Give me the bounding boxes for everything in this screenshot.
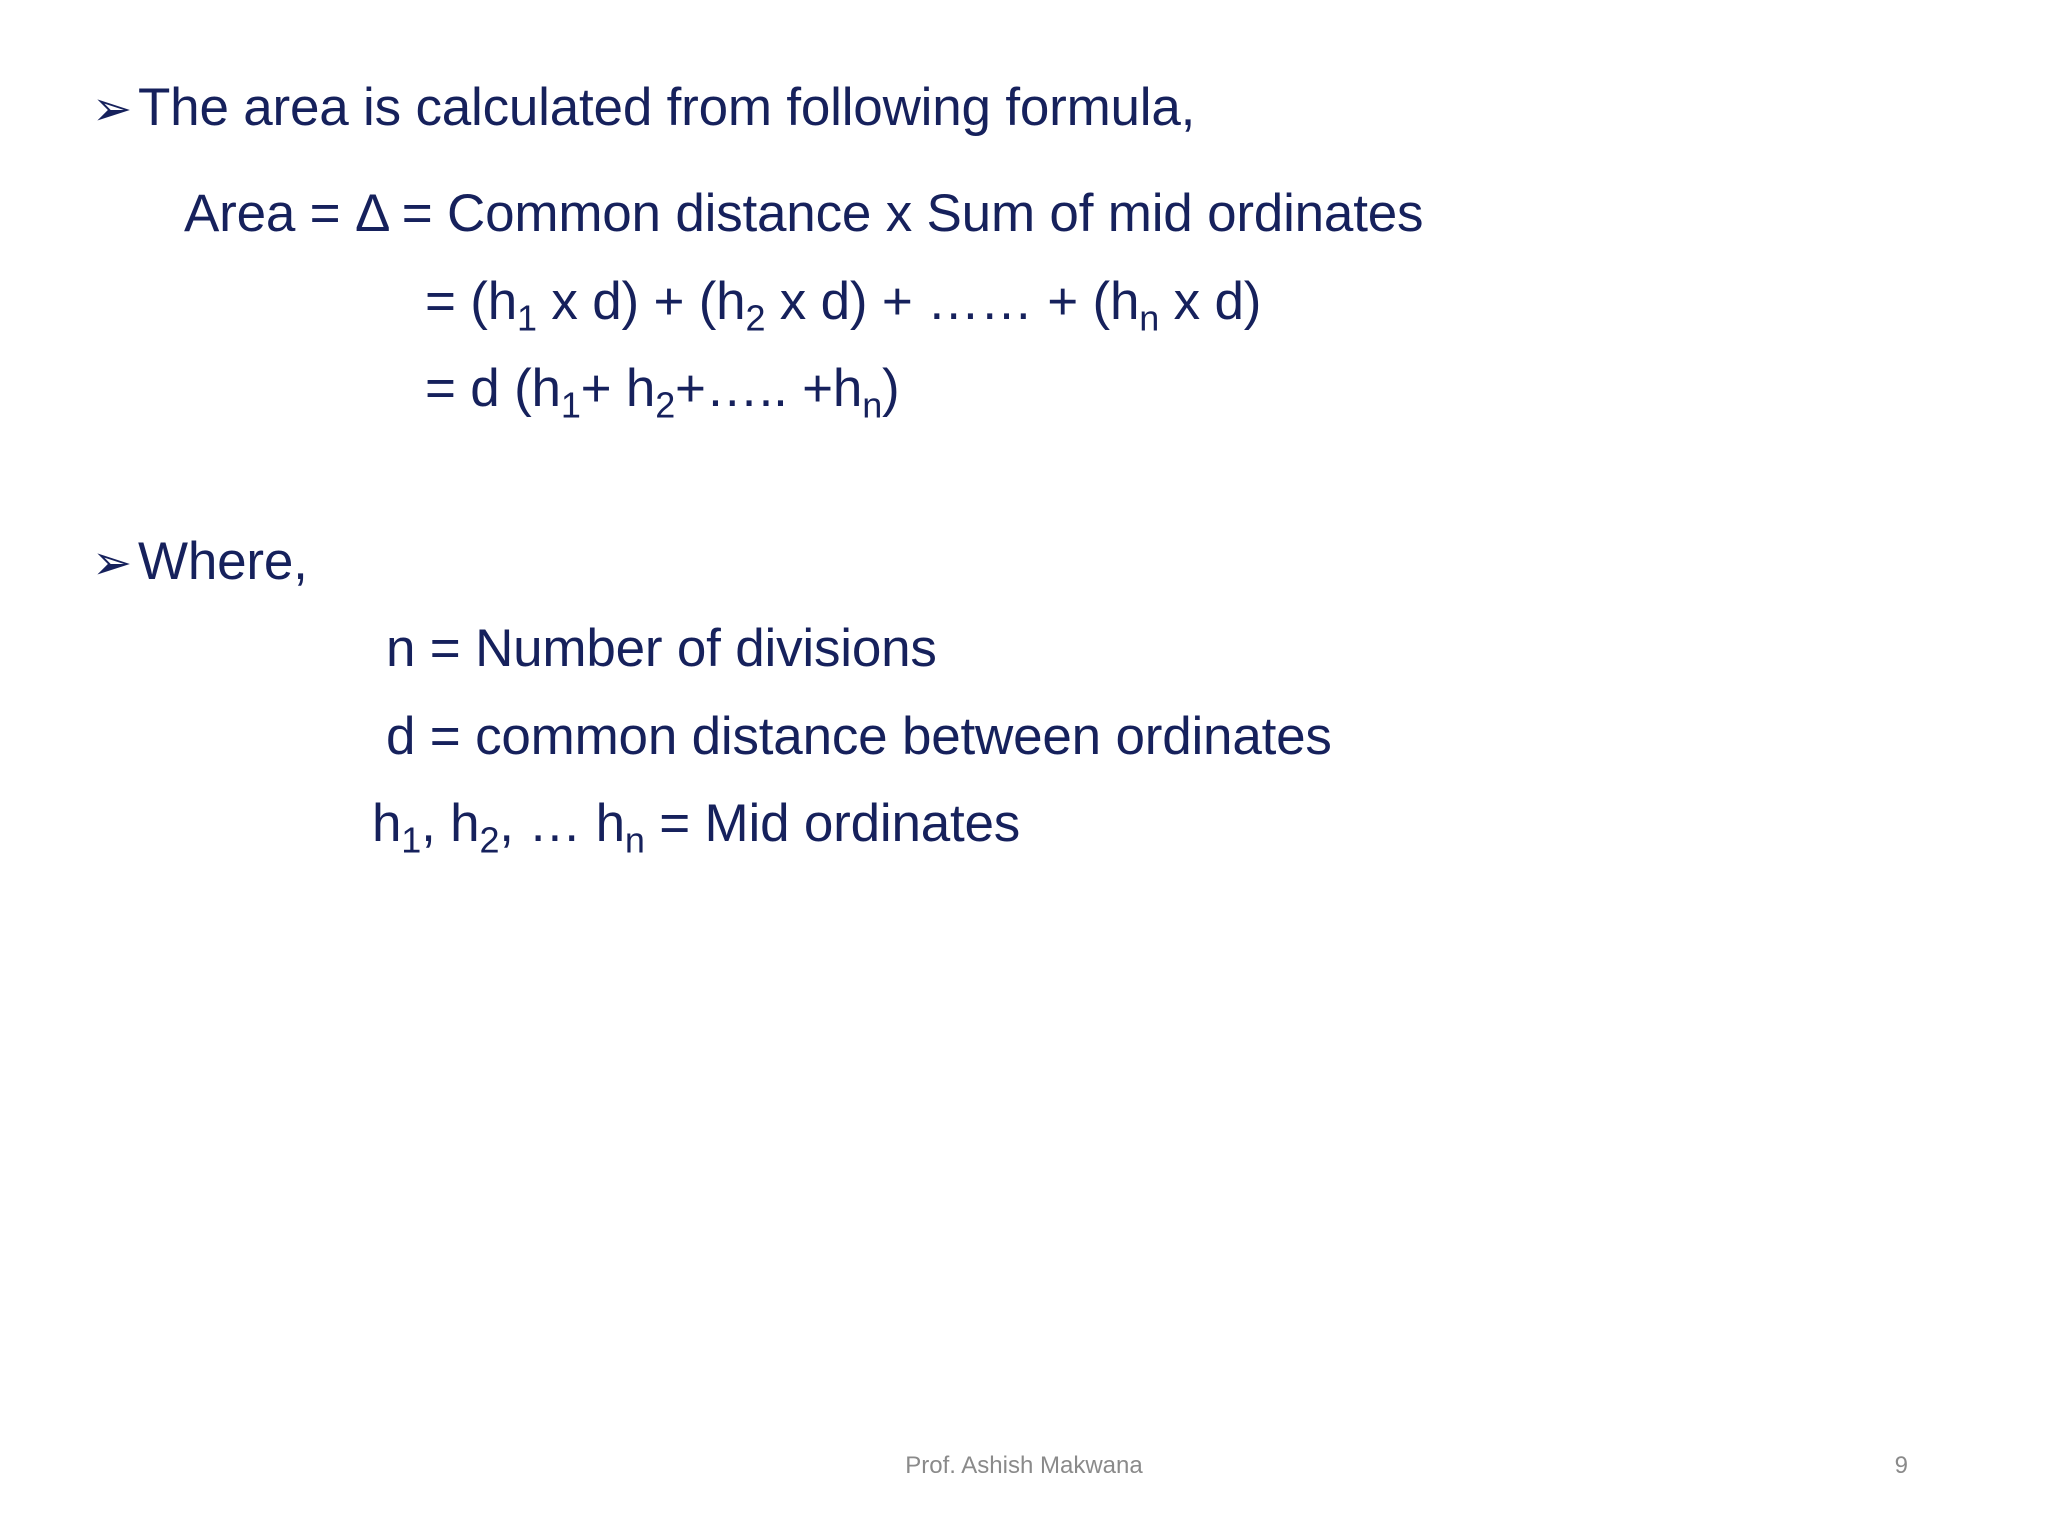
definition-d: d = common distance between ordinates [386, 707, 1332, 766]
subscript: 2 [655, 384, 676, 426]
subscript: 2 [745, 297, 766, 339]
bullet-formula-intro [92, 76, 1195, 142]
formula-text: = (h [425, 272, 518, 331]
formula-text: x d) [1159, 272, 1262, 331]
arrow-bullet-icon: ➢ [92, 83, 133, 136]
subscript: 2 [479, 819, 500, 861]
formula-text: +….. +h [675, 359, 863, 418]
page-number: 9 [1894, 1452, 1908, 1479]
definition-text: h [372, 794, 402, 853]
subscript: n [1139, 297, 1160, 339]
footer-author: Prof. Ashish Makwana [905, 1452, 1143, 1479]
formula-text: ) [882, 359, 900, 418]
subscript: 1 [517, 297, 537, 339]
definition-h [372, 792, 1021, 861]
bullet-where [92, 530, 308, 596]
definition-n: n = Number of divisions [386, 619, 937, 678]
formula-text: x d) + …… + (h [765, 272, 1140, 331]
subscript: n [862, 384, 883, 426]
subscript: 1 [560, 384, 581, 426]
formula-text: x d) + (h [536, 272, 746, 331]
bullet-where-text: Where, [138, 532, 308, 591]
subscript: 1 [401, 819, 422, 861]
formula-text: + h [580, 359, 656, 418]
formula-factored-line [425, 357, 900, 426]
definition-text: , … h [499, 794, 625, 853]
definition-text: , h [421, 794, 480, 853]
bullet-formula-text: The area is calculated from following formula, [138, 78, 1196, 137]
definition-text: = Mid ordinates [644, 794, 1021, 853]
formula-expansion-line [425, 270, 1262, 339]
arrow-bullet-icon: ➢ [92, 537, 133, 590]
formula-area-line: Area = Δ = Common distance x Sum of mid ordinates [184, 184, 1424, 243]
formula-text: = d (h [425, 359, 561, 418]
subscript: n [624, 819, 645, 861]
